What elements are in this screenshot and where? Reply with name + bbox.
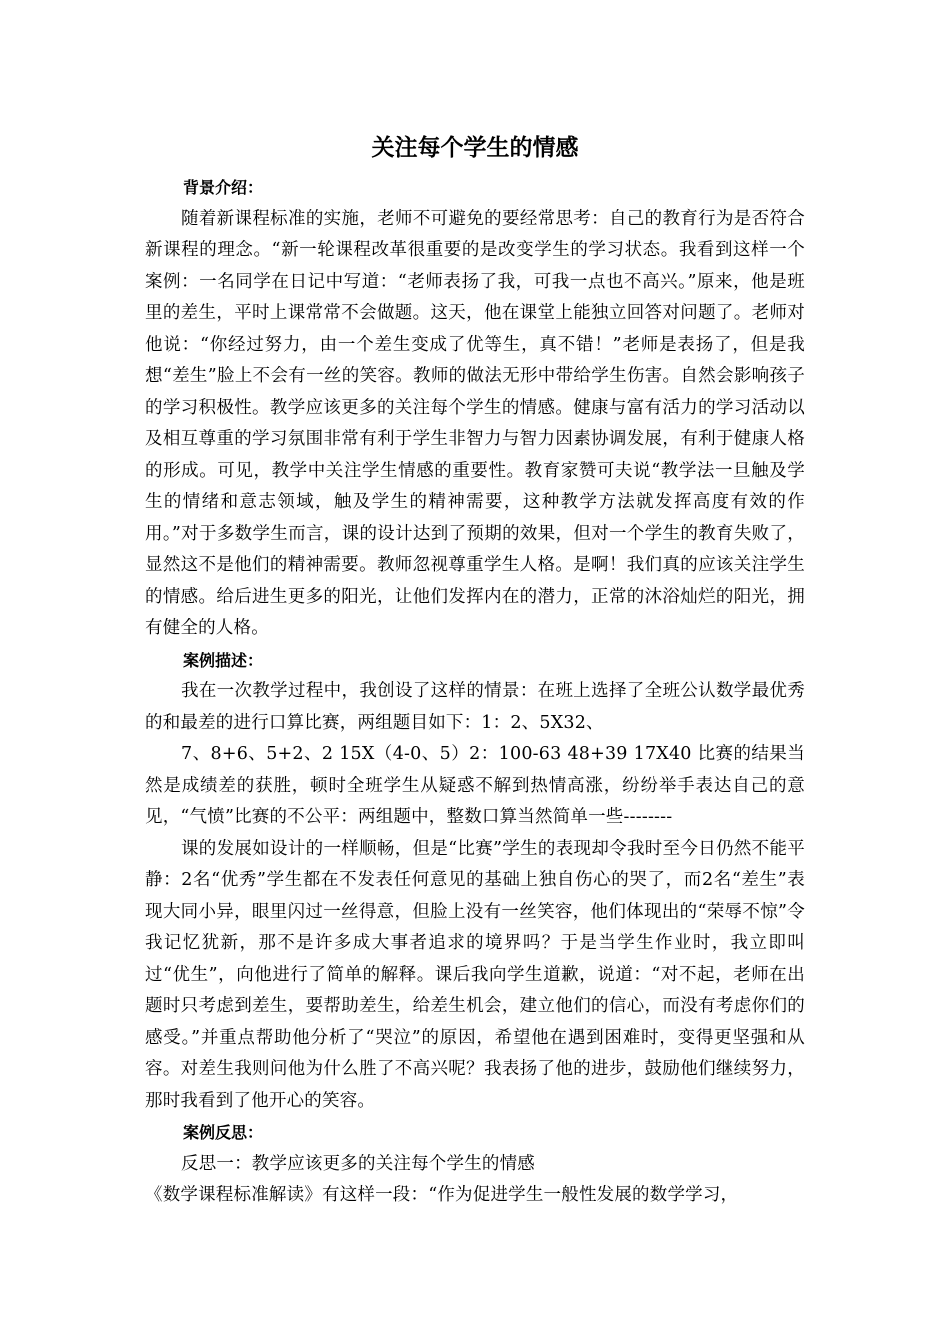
section-case-description	[145, 645, 805, 1118]
reflection-paragraph-1: 反思一：教学应该更多的关注每个学生的情感	[181, 1153, 535, 1174]
case-paragraph-1: 我在一次教学过程中，我创设了这样的情景：在班上选择了全班公认数学最优秀的和最差的进行口算比赛，两组题目如下：1：2、5X32、	[145, 681, 805, 733]
section-heading-case-reflection: 案例反思：	[183, 1123, 264, 1142]
document-page	[145, 128, 805, 1212]
case-paragraph-3: 课的发展如设计的一样顺畅，但是“比赛”学生的表现却令我时至今日仍然不能平静：2名“优秀”学生都在不发表任何意见的基础上独自伤心的哭了，而2名“差生”表现大同小异，眼里闪过一丝得意，但脸上没有一丝笑容，他们体现出的“荣辱不惊”令我记忆犹新，那不是许多成大事者追求的境界吗？于是当学生作业时，我立即叫过“优生”，向他进行了简单的解释。课后我向学生道歉，说道：“对不起，老师在出题时只考虑到差生，要帮助差生，给差生机会，建立他们的信心，而没有考虑你们的感受。”并重点帮助他分析了“哭泣”的原因，希望他在遇到困难时，变得更坚强和从容。对差生我则问他为什么胜了不高兴呢？我表扬了他的进步，鼓励他们继续努力，那时我看到了他开心的笑容。	[145, 838, 805, 1111]
section-heading-case-description: 案例描述：	[183, 650, 264, 670]
background-paragraph: 随着新课程标准的实施，老师不可避免的要经常思考：自己的教育行为是否符合新课程的理念。“新一轮课程改革很重要的是改变学生的学习状态。我看到这样一个案例：一名同学在日记中写道：“老师表扬了我，可我一点也不高兴。”原来，他是班里的差生，平时上课常常不会做题。这天，他在课堂上能独立回答对问题了。老师对他说：“你经过努力，由一个差生变成了优等生，真不错！”老师是表扬了，但是我想“差生”脸上不会有一丝的笑容。教师的做法无形中带给学生伤害。自然会影响孩子的学习积极性。教学应该更多的关注每个学生的情感。健康与富有活力的学习活动以及相互尊重的学习氛围非常有利于学生非智力与智力因素协调发展，有利于健康人格的形成。可见，教学中关注学生情感的重要性。教育家赞可夫说“教学法一旦触及学生的情绪和意志领域，触及学生的精神需要，这种教学方法就发挥高度有效的作用。”对于多数学生而言，课的设计达到了预期的效果，但对一个学生的教育失败了，显然这不是他们的精神需要。教师忽视尊重学生人格。是啊！我们真的应该关注学生的情感。给后进生更多的阳光，让他们发挥内在的潜力，正常的沐浴灿烂的阳光，拥有健全的人格。	[145, 208, 805, 638]
case-paragraph-2: 7、8+6、5+2、2 15X（4-0、5）2：100-63 48+39 17X40 比赛的结果当然是成绩差的获胜，顿时全班学生从疑惑不解到热情高涨，纷纷举手表达自己的意见，“气愤”比赛的不公平：两组题中，整数口算当然简单一些--------	[145, 744, 805, 827]
reflection-paragraph-2: 《数学课程标准解读》有这样一段：“作为促进学生一般性发展的数学学习，	[145, 1185, 739, 1205]
section-background	[145, 172, 805, 645]
section-case-reflection	[145, 1117, 805, 1212]
section-heading-background: 背景介绍：	[183, 178, 264, 197]
document-title: 关注每个学生的情感	[371, 135, 579, 161]
